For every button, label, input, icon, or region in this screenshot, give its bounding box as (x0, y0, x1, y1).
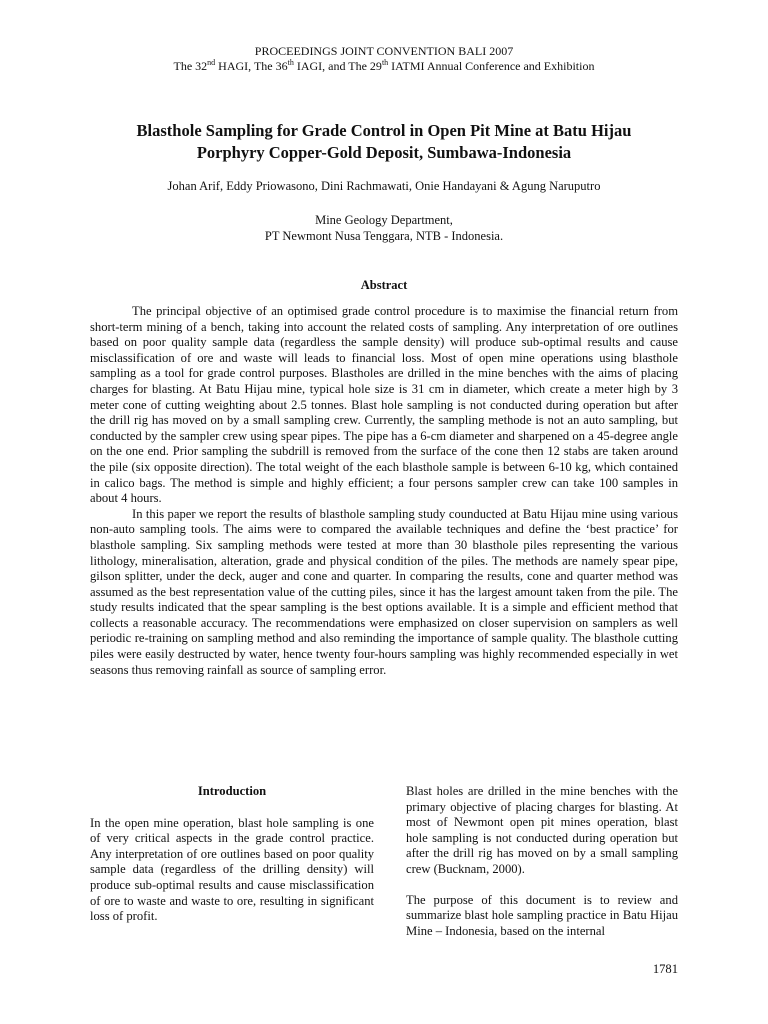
author-list: Johan Arif, Eddy Priowasono, Dini Rachmawati, Onie Handayani & Agung Naruputro (167, 179, 601, 193)
abstract-paragraph-2: In this paper we report the results of blasthole sampling study counducted at Batu Hijau mine using various non-auto sampling tools. The aims were to compared the available techniques and define the ‘best practice’ for blasthole sampling. Six sampling methods were tested at more than 30 blasthole piles representing the various lithology, mineralisation, alteration, grade and physical condition of the piles. The methods are namely spear pipe, gilson splitter, under the deck, auger and cone and quarter. In comparing the results, cone and quarter method was assumed as the best representation value of the cutting piles, since it has the largest amount taken from the pile. The study results indicated that the spear sampling is the best options available. It is a simple and efficient method that collects a reasonable accuracy. The recommendations were emphasized on closer supervision on samplers as well periodic re-training on sampling method and also reminding the importance of sample quality. The blasthole cutting piles were easily destructed by water, hence twenty four-hours sampling was highly recommended especially in wet seasons thus removing rainfall as source of sampling error. (90, 506, 678, 677)
affiliation-line-1: Mine Geology Department, (315, 213, 453, 227)
right-column (406, 784, 678, 939)
abstract-paragraph-1: The principal objective of an optimised grade control procedure is to maximise the financial return from short-term mining of a bench, taking into account the related costs of sampling. Any interpretation of ore outlines based on poor quality sample data (regardless the sample density) will produce sub-optimal results and cause misclassification of ore and waste will leads to financial loss. Most of open mine operations using blasthole sampling as a tool for grade control purposes. Blastholes are drilled in the mine benches with the aims of placing charges for blasting. At Batu Hijau mine, typical hole size is 31 cm in diameter, which create a meter high by 3 meter cone of cutting weighting about 2.5 tonnes. Blast hole sampling is not conducted during operation but after the drill rig has moved on by a small sampling crew. Currently, the sampling methode is not an auto sampling, but conducted by the sampler crew using spear pipes. The pipe has a 6-cm diameter and sharpened on a 45-degree angle on the one end. Prior sampling the subdrill is removed from the surface of the cone then 12 stabs are taken around the pile (six opposite direction). The total weight of the each blasthole sample is between 6-10 kg, which contained in calico bags. The method is simple and highly efficient; a four persons sampler crew can take 100 samples in about 4 hours. (90, 304, 678, 506)
left-column (90, 784, 374, 925)
proceedings-header (0, 44, 768, 74)
abstract-heading: Abstract (360, 278, 408, 292)
title-line-2: Porphyry Copper-Gold Deposit, Sumbawa-Indonesia (196, 143, 572, 162)
abstract-body (90, 304, 678, 678)
header-text-d: IATMI Annual Conference and Exhibition (388, 59, 595, 73)
header-line-2 (0, 59, 768, 74)
introduction-heading: Introduction (197, 784, 267, 798)
header-text-b: HAGI, The 36 (215, 59, 288, 73)
header-sup-2: th (287, 58, 294, 67)
header-text-c: IAGI, and The 29 (293, 59, 382, 73)
paper-title (60, 120, 708, 164)
title-line-1: Blasthole Sampling for Grade Control in Open Pit Mine at Batu Hijau (136, 121, 632, 140)
introduction-paragraph-1: In the open mine operation, blast hole sampling is one of very critical aspects in the grade control practice. Any interpretation of ore outlines based on poor quality sample data (regardless of the drilling density) will produce sub-optimal results and cause misclassification of ore to waste and waste to ore, resulting in significant loss of profit. (90, 815, 374, 924)
header-sup-3: th (381, 58, 389, 67)
right-paragraph-2: The purpose of this document is to review and summarize blast hole sampling practice in Batu Hijau Mine – Indonesia, based on the internal (406, 892, 678, 938)
header-text-a: The 32 (173, 59, 208, 73)
right-paragraph-1: Blast holes are drilled in the mine benches with the primary objective of placing charges for blasting. At most of Newmont open pit mines operation, blast hole sampling is not conducted during operation but after the drill rig has moved on by a small sampling crew (Bucknam, 2000). (406, 784, 678, 876)
affiliation-line-2: PT Newmont Nusa Tenggara, NTB - Indonesia. (264, 229, 504, 243)
header-line-1: PROCEEDINGS JOINT CONVENTION BALI 2007 (254, 44, 514, 58)
affiliation (60, 212, 708, 244)
header-sup-1: nd (207, 58, 216, 67)
page-number: 1781 (652, 962, 678, 976)
